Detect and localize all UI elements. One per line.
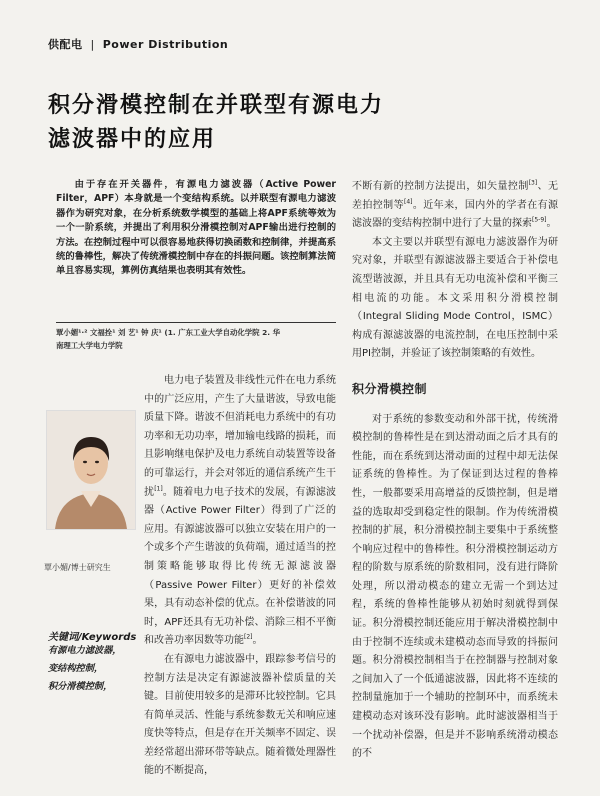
photo-caption: 覃小媚/博士研究生 bbox=[44, 563, 111, 572]
author-affiliations bbox=[56, 326, 336, 352]
keyword-item: 变结构控制， bbox=[48, 663, 104, 674]
body-paragraph: 对于系统的参数变动和外部干扰，传统滑模控制的鲁棒性是在到达滑动面之后才具有的性能，而在系统到达滑动面的过程中却无法保证系统的鲁棒性。为了保证到达过程的鲁棒性，一般都要采用高增益的反馈控制，但是增益的选取却受到稳定性的限制。作为传统滑模控制的扩展，积分滑模控制主要集中于系统整个响应过程中的鲁棒性。积分滑模控制运动方程的阶数与原系统的阶数相同，没有进行降阶处理，所以滑动模态的建立无需一个到达过程，系统的鲁棒性能够从初始时刻就得到保证。积分滑模控制还能应用于解决滑模控制中由于控制不连续或未建模动态而导致的抖振问题。积分滑模控制相当于在控制器与控制对象之间加入了一个低通滤波器，因此将不连续的控制量施加于一个辅助的控制环中，而系统未建模动态对该环没有影响。此时滤波器相当于一个扰动补偿器，但是并不影响系统滑动模态的不 bbox=[352, 413, 558, 760]
body-paragraph: 本文主要以并联型有源电力滤波器作为研究对象，并联型有源滤波器主要适合于补偿电流型谐波源，并且具有无功电流补偿和平衡三相电流的功能。本文采用积分滑模控制（Integral Sliding Mode Control，ISMC）构成有源滤波器的电流控制，在电压控制中采用PI控制，并验证了该控制策略的有效性。 bbox=[352, 236, 558, 360]
abstract: 由于存在开关器件，有源电力滤波器（Active Power Filter，APF）本身就是一个变结构系统。以并联型有源电力滤波器作为研究对象，在分析系统数学模型的基础上将APF系统等效为一个一阶系统，并提出了利用积分滑模控制对APF输出进行控制的方法。在控制过程中可以很容易地获得切换函数和控制律，并提高系统的鲁棒性，解决了传统滑模控制中存在的抖振问题。该控制算法简单且容易实现，算例仿真结果也表明其有效性。 bbox=[56, 179, 336, 277]
author-photo bbox=[46, 410, 136, 530]
authors-line-1: 覃小媚¹·² 文福拴¹ 刘 艺¹ 钟 庆¹ (1. 广东工业大学自动化学院 2. 华 bbox=[56, 328, 281, 337]
title-line-2: 滤波器中的应用 bbox=[48, 126, 217, 152]
section-label-cn: 供配电 bbox=[48, 38, 83, 51]
body-column-left bbox=[144, 372, 336, 781]
keywords-heading: 关键词/Keywords bbox=[48, 632, 137, 643]
citation: [3] bbox=[528, 179, 538, 187]
citation: [4] bbox=[403, 198, 413, 206]
authors-line-2: 南理工大学电力学院 bbox=[56, 341, 123, 350]
keyword-item: 积分滑模控制， bbox=[48, 681, 113, 692]
body-paragraph: 电力电子装置及非线性元件在电力系统中的广泛应用，产生了大量谐波，导致电能质量下降。谐波不但消耗电力系统中的有功功率和无功功率，增加输电线路的损耗，而且影响继电保护及电力系统自动装置等设备的可靠运行，并会对邻近的通信系统产生干扰[1]。随着电力电子技术的发展，有源滤波器（Active Power Filter）得到了广泛的应用。有源滤波器可以独立安装在用户的一个或多个产生谐波的负荷端，通过适当的控制策略能够取得比传统无源滤波器（Passive Power Filter）更好的补偿效果，具有动态补偿的优点。在补偿谐波的同时，APF还具有无功补偿、消除三相不平衡和改善功率因数等功能[2]。 bbox=[144, 375, 337, 647]
article-title bbox=[48, 88, 384, 156]
citation: [2] bbox=[244, 633, 253, 641]
body-paragraph: 在有源电力滤波器中，跟踪参考信号的控制方法是决定有源滤波器补偿质量的关键。目前使用较多的是滞环比较控制。它具有简单灵活、性能与系统参数无关和响应速度快等特点，但是存在开关频率不固定、误差经常超出滞环带等缺点。随着微处理器性能的不断提高， bbox=[144, 653, 336, 777]
citation: [1] bbox=[154, 485, 163, 493]
citation: [5-9] bbox=[532, 216, 547, 224]
page-header bbox=[48, 36, 228, 52]
header-divider: | bbox=[90, 38, 95, 51]
section-label-en: Power Distribution bbox=[102, 38, 229, 51]
keywords-list bbox=[48, 642, 134, 696]
body-column-right bbox=[352, 178, 558, 764]
keyword-item: 有源电力滤波器， bbox=[48, 645, 122, 656]
abstract-divider bbox=[56, 322, 336, 323]
body-paragraph: 不断有新的控制方法提出，如矢量控制[3]、无差拍控制等[4]。近年来，国内外的学者在有源滤波器的变结构控制中进行了大量的探索[5-9]。 bbox=[352, 179, 559, 230]
section-heading: 积分滑模控制 bbox=[352, 381, 428, 396]
portrait-image bbox=[47, 411, 135, 529]
title-line-1: 积分滑模控制在并联型有源电力 bbox=[48, 92, 385, 118]
